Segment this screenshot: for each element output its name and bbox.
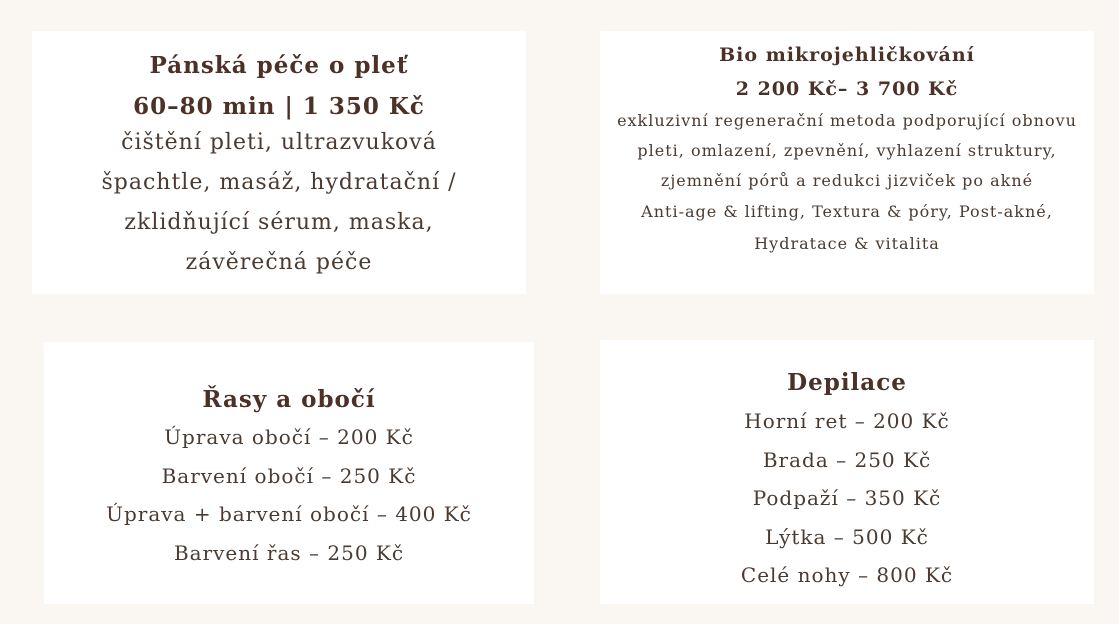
price-item: Podpaží – 350 Kč: [752, 486, 942, 510]
price-item: Úprava obočí – 200 Kč: [164, 425, 414, 449]
price-item: Barvení řas – 250 Kč: [173, 540, 405, 565]
price-item: Horní ret – 200 Kč: [744, 409, 950, 433]
service-card-bio-microneedling: [600, 31, 1094, 294]
price-item: Brada – 250 Kč: [762, 447, 932, 472]
card-duration-price: 60–80 min | 1 350 Kč: [133, 93, 425, 120]
card-description: exkluzivní regenerační metoda podporující obnovu pleti, omlazení, zpevnění, vyhlazení struktury, zjemnění pórů a redukci jizviček po akné: [617, 111, 1077, 190]
price-item: Lýtka – 500 Kč: [765, 524, 929, 549]
card-title: Depilace: [787, 369, 907, 396]
card-title: Řasy a obočí: [202, 386, 376, 413]
price-item: Úprava + barvení obočí – 400 Kč: [106, 502, 472, 526]
service-card-lashes-brows: [44, 342, 534, 604]
card-title: Bio mikrojehličkování: [719, 44, 975, 66]
card-price-range: 2 200 Kč– 3 700 Kč: [735, 78, 959, 100]
price-item: Celé nohy – 800 Kč: [740, 563, 954, 587]
card-tags: Anti-age & lifting, Textura & póry, Post-akné, Hydratace & vitalita: [641, 202, 1053, 253]
service-card-depilation: [600, 340, 1094, 604]
card-description: čištění pleti, ultrazvuková špachtle, masáž, hydratační / zklidňující sérum, maska, závěrečná péče: [101, 130, 457, 275]
price-item: Barvení obočí – 250 Kč: [161, 463, 417, 488]
card-title: Pánská péče o pleť: [149, 52, 409, 79]
service-card-mens-facial: [32, 31, 526, 294]
